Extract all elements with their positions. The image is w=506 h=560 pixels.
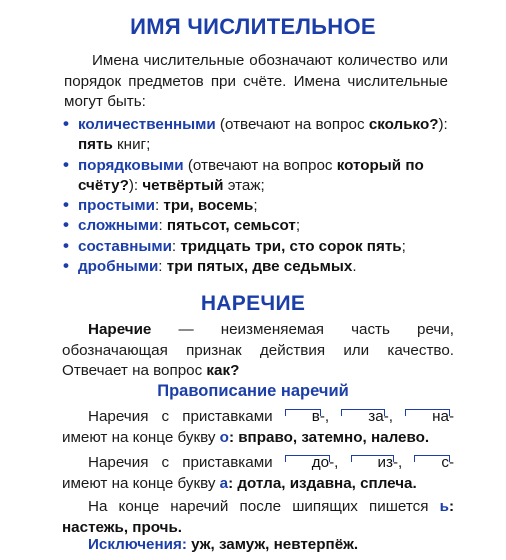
- rule-a-ending: Наречия с приставками до-, из-, с- имеют на конце букву а: дотла, издавна, сплеча.: [62, 454, 455, 492]
- prefix-mark: за: [342, 407, 383, 428]
- prefix-mark: в: [286, 407, 320, 428]
- adverb-text: — неизменяемая часть речи, обозначающая признак действия или качество. Отвечает на вопрос: [62, 321, 454, 379]
- kind-example: четвёртый: [142, 176, 224, 194]
- kind-text: ;: [253, 197, 258, 215]
- prefix-mark: на: [406, 407, 449, 428]
- rule-example: дотла: [237, 474, 282, 492]
- kind-text: (отвечают на вопрос: [183, 156, 337, 174]
- list-item: [62, 237, 454, 257]
- kind-text: ):: [128, 176, 143, 194]
- list-item: [62, 115, 454, 156]
- kind-text: книг;: [112, 136, 151, 154]
- adverb-definition: [62, 320, 454, 382]
- kind-text: :: [158, 258, 167, 276]
- kind-term: составными: [78, 237, 172, 255]
- exceptions: [62, 535, 454, 556]
- spelling-title: Правописание наречий: [157, 382, 349, 400]
- kind-text: (отвечают на вопрос: [215, 116, 369, 133]
- list-item: [62, 156, 454, 197]
- kind-example: три пятых, две седьмых: [166, 258, 353, 276]
- ending-letter: ь: [439, 498, 449, 515]
- rule-text: :: [448, 498, 454, 515]
- numeral-title: ИМЯ ЧИСЛИТЕЛЬНОЕ: [130, 14, 376, 39]
- kind-term: сложными: [78, 217, 159, 235]
- kind-text: этаж;: [223, 176, 265, 194]
- prefix-mark: до: [286, 453, 329, 474]
- rule-text: :: [228, 474, 238, 492]
- kind-question: сколько?: [368, 116, 439, 133]
- numeral-intro: Имена числительные обозначают количество или порядок предметов при счёте. Имена числительные могут быть:: [64, 52, 448, 110]
- ending-letter: а: [219, 474, 229, 492]
- kind-text: :: [171, 237, 181, 255]
- ending-letter: о: [219, 428, 229, 446]
- kind-text: ;: [401, 237, 406, 255]
- rule-example: настежь, прочь.: [62, 518, 183, 536]
- list-item: [62, 196, 454, 216]
- exceptions-text: уж, замуж, невтерпёж.: [186, 536, 359, 553]
- adverb-title: НАРЕЧИЕ: [200, 292, 306, 315]
- kind-example: пять: [78, 136, 113, 154]
- rule-text: имеют на конце букву: [62, 474, 220, 492]
- kind-question: который по счёту?: [78, 156, 424, 194]
- rule-soft-sign: [62, 497, 454, 538]
- rule-text: Наречия с приставками: [88, 454, 286, 471]
- prefix-mark: из: [352, 453, 393, 474]
- kind-term: порядковыми: [78, 156, 184, 174]
- kind-example: три, восемь: [163, 197, 254, 215]
- kind-term: простыми: [78, 197, 155, 215]
- rule-example: налево: [370, 428, 425, 446]
- adverb-question: как?: [206, 362, 240, 379]
- kind-text: ;: [295, 217, 301, 235]
- kind-term: количественными: [78, 116, 216, 133]
- rule-text: имеют на конце букву: [62, 428, 220, 446]
- kind-example: тридцать три, сто сорок пять: [180, 237, 402, 255]
- exceptions-label: Исключения:: [88, 536, 187, 553]
- numeral-kinds-list: [62, 115, 454, 277]
- prefix-mark: с: [415, 453, 449, 474]
- kind-text: .: [352, 258, 357, 276]
- kind-text: ):: [438, 116, 448, 133]
- kind-text: :: [158, 217, 167, 235]
- kind-text: :: [154, 197, 164, 215]
- adverb-term: Наречие: [88, 321, 152, 338]
- list-item: [62, 216, 454, 236]
- kind-example: пятьсот, семьсот: [166, 217, 296, 235]
- rule-text: :: [228, 428, 239, 446]
- list-item: [62, 257, 454, 277]
- rule-o-ending: Наречия с приставками в-, за-, на- имеют на конце букву о: вправо, затемно, налево.: [62, 408, 455, 446]
- rule-example: сплеча: [360, 474, 413, 492]
- kind-term: дробными: [78, 258, 159, 276]
- rule-text: На конце наречий после шипящих пишется: [88, 498, 440, 515]
- rule-example: вправо: [238, 428, 293, 446]
- rule-text: Наречия с приставками: [88, 408, 286, 425]
- rule-example: затемно: [301, 428, 363, 446]
- rule-example: издавна: [289, 474, 352, 492]
